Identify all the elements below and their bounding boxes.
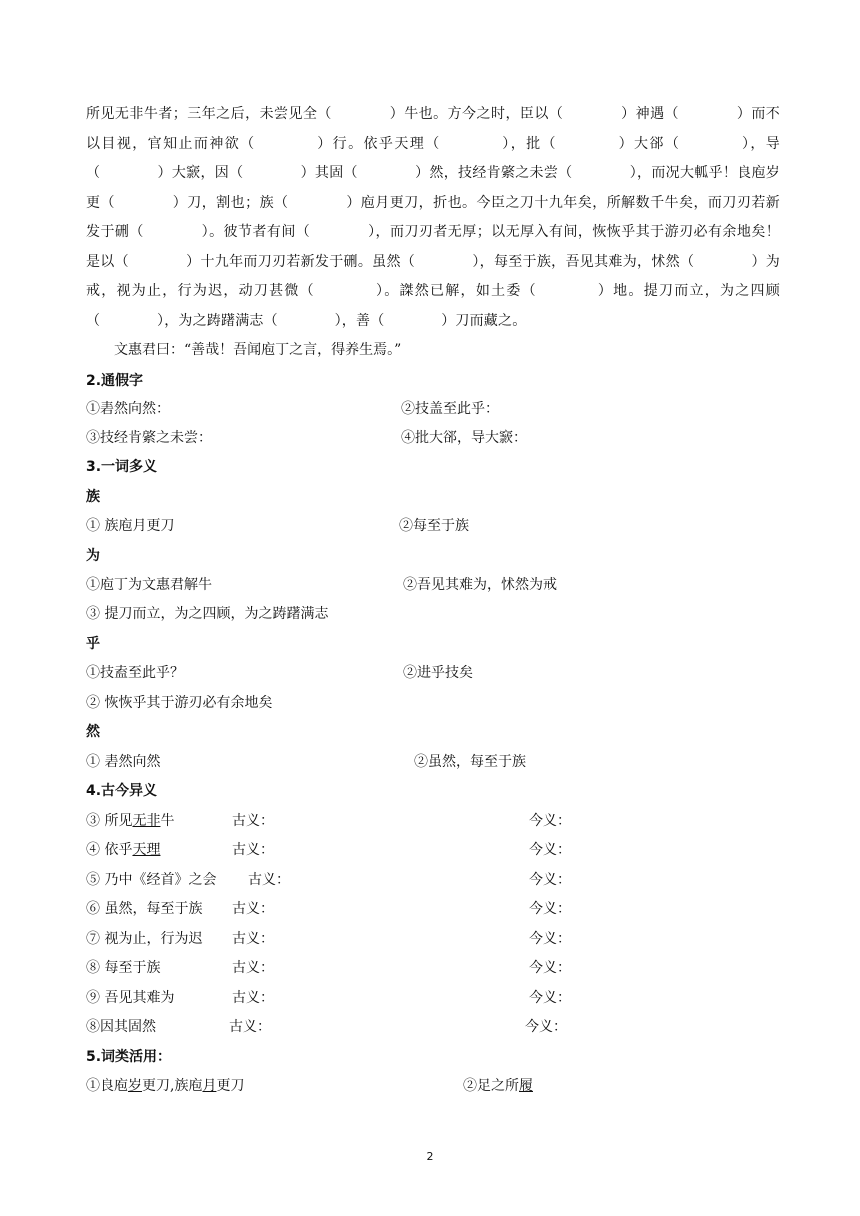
gu-label: 古义： [229,1019,271,1035]
yici-item: ①技盍至此乎？ [86,665,184,681]
section-heading-gujin: 4.古今异义 [86,783,158,799]
jin-label: 今义： [529,960,571,976]
yici-word: 为 [86,548,100,564]
gu-label: 古义： [232,931,274,947]
yici-item: ③ 提刀而立，为之四顾，为之踌躇满志 [86,606,329,622]
tongjia-item: ④批大郤，导大窾： [401,430,527,446]
passage-closing: 文惠君曰：“善哉！吾闻庖丁之言，得养生焉。” [114,342,402,358]
jin-label: 今义： [529,990,571,1006]
passage-paragraph: 所见无非牛者；三年之后，未尝见全（ ）牛也。方今之时，臣以（ ）神遇（ ）而不以目视，官知止而神欲（ ）行。依乎天理（ ），批（ ）大郤（ ），导（ ）大窾，因（ ）其固（ ）然，技经肯綮之未尝（ ），而况大軱乎！良庖岁更（ ）刀，割也；族（ ）庖月更刀，折也。今臣之刀十九年矣，所解数千牛矣，而刀刃若新发于硎（ ）。彼节者有间（ ），而刀刃者无厚；以无厚入有间，恢恢乎其于游刃必有余地矣！是以（ ）十九年而刀刃若新发于硎。虽然（ ），每至于族，吾见其难为，怵然（ ）为戒，视为止，行为迟，动刀甚微（ ）。謋然已解，如土委（ ）地。提刀而立，为之四顾（ ），为之踌躇满志（ ），善（ ）刀而藏之。 [86,106,780,329]
tongjia-item: ①砉然向然： [86,401,170,417]
tongjia-item: ③技经肯綮之未尝： [86,430,212,446]
yici-word: 然 [86,724,100,740]
jin-label: 今义： [529,931,571,947]
yici-item: ②进乎技矣 [403,665,473,681]
document-page: 所见无非牛者；三年之后，未尝见全（ ）牛也。方今之时，臣以（ ）神遇（ ）而不以目视，官知止而神欲（ ）行。依乎天理（ ），批（ ）大郤（ ），导（ ）大窾，因（ ）其固（ ）然，技经肯綮之未尝（ ），而况大軱乎！良庖岁更（ ）刀，割也；族（ ）庖月更刀，折也。今臣之刀十九年矣，所解数千牛矣，而刀刃若新发于硎（ ）。彼节者有间（ ），而刀刃者无厚；以无厚入有间，恢恢乎其于游刃必有余地矣！是以（ ）十九年而刀刃若新发于硎。虽然（ ），每至于族，吾见其难为，怵然（ ）为戒，视为止，行为迟，动刀甚微（ ）。謋然已解，如土委（ ）地。提刀而立，为之四顾（ ），为之踌躇满志（ ），善（ ）刀而藏之。 文惠君曰：“善哉！吾闻庖丁之言，得养生焉。” 2.通假字 ①砉然向然： ②技盖至此乎： ③技经肯綮之未尝： ④批大郤，导大窾： 3.一词多义 族 ① 族庖月更刀 ②每至于族 为 ①庖丁为文惠君解牛 ②吾见其难为，怵然为戒 ③ 提刀而立，为之四顾，为之踌躇满志 乎 ①技盍至此乎？ ②进乎技矣 ② 恢恢乎其于游刃必有余地矣 然 ① 砉然向然 ②虽然，每至于族 4.古今异义 ③ 所见无非牛 古义： 今义： ④ 依乎天理 古义： 今义： ⑤ 乃中《经首》之会 古义： 今义： ⑥ 虽然，每至于族 古义： 今义： ⑦ 视为止，行为迟 古义： 今义： ⑧ 每至于族 古义： 今义： ⑨ 吾见其难为 古义： 今义： ⑧因其固然 古义： 今义： 5.词类活用： ①良庖岁更刀,族庖月更刀 ②足之所履 2 [0,0,860,1216]
yici-item: ②虽然，每至于族 [414,754,526,770]
yici-item: ① 砉然向然 [86,754,161,770]
yici-item: ② 恢恢乎其于游刃必有余地矣 [86,695,273,711]
yici-word: 族 [86,489,100,505]
jin-label: 今义： [525,1019,567,1035]
jin-label: 今义： [529,842,571,858]
jin-label: 今义： [529,813,571,829]
yici-item: ②吾见其难为，怵然为戒 [403,577,557,593]
yici-item: ②每至于族 [399,518,469,534]
page-number: 2 [426,1150,434,1163]
jin-label: 今义： [529,901,571,917]
jin-label: 今义： [529,872,571,888]
gu-label: 古义： [232,901,274,917]
tongjia-item: ②技盖至此乎： [401,401,499,417]
huoyong-item: ②足之所履 [463,1078,533,1094]
section-heading-huoyong: 5.词类活用： [86,1049,172,1065]
yici-item: ①庖丁为文惠君解牛 [86,577,212,593]
yici-item: ① 族庖月更刀 [86,518,175,534]
gu-label: 古义： [232,813,274,829]
gu-label: 古义： [232,960,274,976]
section-heading-tongjia: 2.通假字 [86,373,144,389]
huoyong-item: ①良庖岁更刀,族庖月更刀 [86,1078,245,1094]
gu-label: 古义： [232,990,274,1006]
section-heading-yici: 3.一词多义 [86,459,158,475]
gu-label: 古义： [232,842,274,858]
gu-label: 古义： [248,872,290,888]
yici-word: 乎 [86,636,100,652]
